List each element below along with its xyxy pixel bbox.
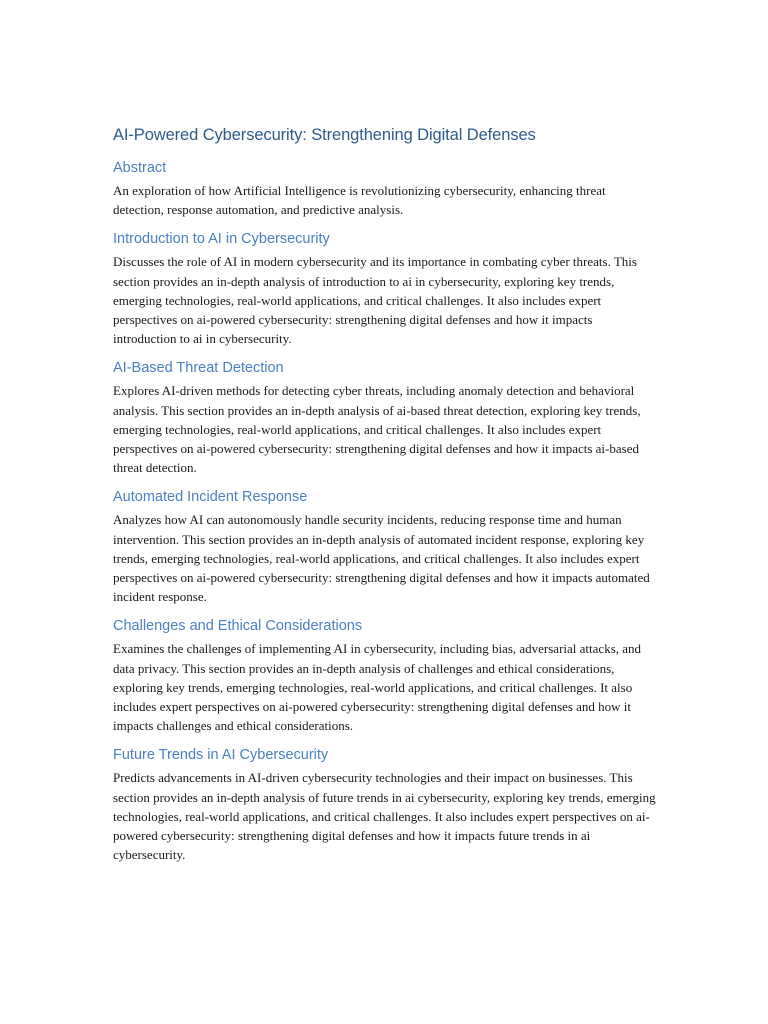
section-body: Predicts advancements in AI-driven cybersecurity technologies and their impact on businesses. This section provides an in-depth analysis of future trends in ai cybersecurity, exploring key trends, emerging technologies, real-world applications, and critical challenges. It also includes expert perspectives on ai-powered cybersecurity: strengthening digital defenses and how it impacts future trends in ai cybersecurity. [113, 770, 656, 863]
section-body: Explores AI-driven methods for detecting cyber threats, including anomaly detection and behavioral analysis. This section provides an in-depth analysis of ai-based threat detection, exploring key trends, emerging technologies, real-world applications, and critical challenges. It also includes expert perspectives on ai-powered cybersecurity: strengthening digital defenses and how it impacts ai-based threat detection. [113, 383, 641, 476]
document-title: AI-Powered Cybersecurity: Strengthening Digital Defenses [113, 126, 536, 144]
section-incident-response [113, 487, 658, 606]
section-body: Analyzes how AI can autonomously handle security incidents, reducing response time and human intervention. This section provides an in-depth analysis of automated incident response, exploring key trends, emerging technologies, real-world applications, and critical challenges. It also includes expert perspectives on ai-powered cybersecurity: strengthening digital defenses and how it impacts automated incident response. [113, 512, 650, 605]
section-threat-detection [113, 358, 658, 477]
section-heading: Future Trends in AI Cybersecurity [113, 747, 329, 764]
section-heading: AI-Based Threat Detection [113, 360, 284, 377]
section-future-trends [113, 745, 658, 864]
section-body: An exploration of how Artificial Intelligence is revolutionizing cybersecurity, enhancing threat detection, response automation, and predictive analysis. [113, 183, 606, 218]
section-heading: Automated Incident Response [113, 489, 308, 506]
document-content [113, 124, 658, 874]
section-body: Discusses the role of AI in modern cybersecurity and its importance in combating cyber threats. This section provides an in-depth analysis of introduction to ai in cybersecurity, exploring key trends, emerging technologies, real-world applications, and critical challenges. It also includes expert perspectives on ai-powered cybersecurity: strengthening digital defenses and how it impacts introduction to ai in cybersecurity. [113, 254, 637, 347]
section-heading: Abstract [113, 160, 167, 176]
section-challenges [113, 616, 658, 735]
section-introduction [113, 229, 658, 348]
section-body: Examines the challenges of implementing AI in cybersecurity, including bias, adversarial attacks, and data privacy. This section provides an in-depth analysis of challenges and ethical considerations, exploring key trends, emerging technologies, real-world applications, and critical challenges. It also includes expert perspectives on ai-powered cybersecurity: strengthening digital defenses and how it impacts challenges and ethical considerations. [113, 641, 642, 734]
section-heading: Introduction to AI in Cybersecurity [113, 231, 330, 248]
section-heading: Challenges and Ethical Considerations [113, 618, 363, 635]
section-abstract [113, 158, 658, 219]
